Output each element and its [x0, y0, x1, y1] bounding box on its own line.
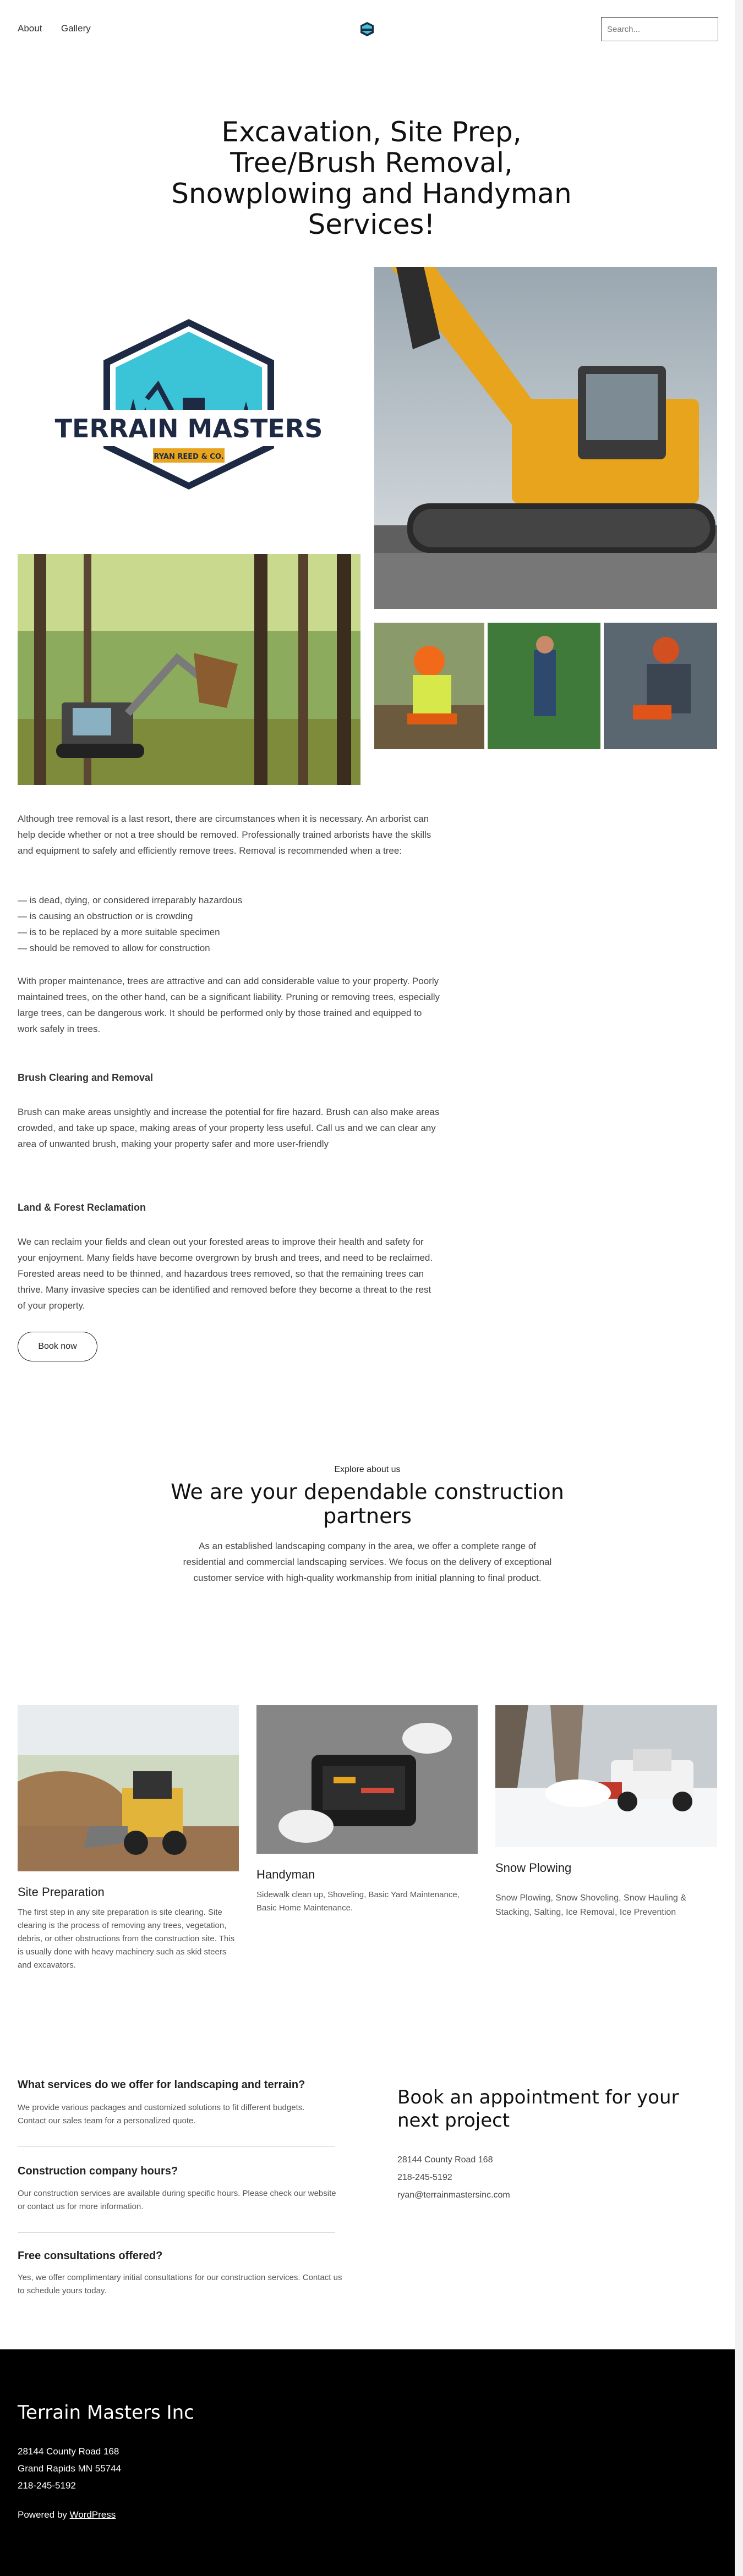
footer-address-line: Grand Rapids MN 55744 — [18, 2463, 122, 2474]
logo-brand-text: TERRAIN MASTERS — [54, 414, 323, 443]
page-scrollbar[interactable] — [735, 0, 743, 2576]
footer-phone: 218-245-5192 — [18, 2480, 76, 2491]
land-reclamation-heading: Land & Forest Reclamation — [18, 1202, 146, 1213]
faq-question: What services do we offer for landscaping and terrain? — [18, 2079, 305, 2091]
about-text: As an established landscaping company in the area, we offer a complete range of residential and commercial landscaping services. We focus on the delivery of exceptional customer service with high-quality workmanship from initial planning to final product. — [183, 1541, 552, 1583]
title-line: Snowplowing and Handyman — [171, 178, 572, 210]
list-item: — is to be replaced by a more suitable specimen — [18, 927, 220, 937]
booking-title-line: next project — [397, 2110, 510, 2132]
service-text-handyman: Sidewalk clean up, Shoveling, Basic Yard Maintenance, Basic Home Maintenance. — [256, 1890, 460, 1913]
title-line: Tree/Brush Removal, — [230, 147, 513, 179]
book-now-button[interactable]: Book now — [18, 1332, 97, 1361]
nav-gallery-link[interactable]: Gallery — [61, 23, 91, 34]
arborist-collage-photo — [374, 623, 717, 749]
list-item: — is dead, dying, or considered irreparably hazardous — [18, 895, 243, 905]
powered-by — [18, 2506, 116, 2523]
faq-divider — [18, 2146, 335, 2147]
list-item: — is causing an obstruction or is crowding — [18, 911, 193, 921]
about-kicker: Explore about us — [334, 1465, 401, 1474]
about-title — [0, 1480, 735, 1528]
faq-answer: Yes, we offer complimentary initial consultations for our construction services. Contact us to schedule yours today. — [18, 2273, 342, 2295]
removal-reasons-list — [18, 892, 441, 956]
about-title-line: We are your dependable construction — [171, 1480, 564, 1504]
booking-title — [397, 2086, 706, 2132]
faq-question: Free consultations offered? — [18, 2250, 163, 2262]
booking-title-line: Book an appointment for your — [397, 2086, 679, 2108]
wordpress-link[interactable]: WordPress — [69, 2509, 116, 2520]
search-input[interactable] — [601, 17, 718, 41]
top-nav — [18, 23, 107, 34]
faq-question: Construction company hours? — [18, 2165, 178, 2177]
site-logo-small[interactable] — [359, 21, 375, 37]
brush-clearing-heading: Brush Clearing and Removal — [18, 1072, 154, 1083]
service-text-snow-plowing: Snow Plowing, Snow Shoveling, Snow Hauling & Stacking, Salting, Ice Removal, Ice Prevention — [495, 1893, 686, 1917]
logo-ribbon-text: RYAN REED & CO. — [154, 453, 224, 461]
forest-excavator-photo — [18, 554, 360, 785]
brush-clearing-text: Brush can make areas unsightly and increase the potential for fire hazard. Brush can also make areas crowded, and take up space, making areas of your property less useful. Call us and we can clear any area of unwanted brush, making your property safer and more user-friendly — [18, 1107, 440, 1149]
faq-answer: We provide various packages and customized solutions to fit different budgets. Contact our sales team for a personalized quote. — [18, 2103, 305, 2125]
intro-paragraph: Although tree removal is a last resort, there are circumstances when it is necessary. An arborist can help decide whether or not a tree should be removed. Professionally trained arborists have the skills and equipment to safely and efficiently remove trees. Removal is recommended when a tree: — [18, 814, 431, 856]
about-title-line: partners — [323, 1504, 412, 1528]
page-title — [151, 117, 592, 240]
faq-answer: Our construction services are available during specific hours. Please check our website or contact us for more information. — [18, 2189, 336, 2211]
booking-email[interactable]: ryan@terrainmastersinc.com — [397, 2190, 510, 2200]
title-line: Excavation, Site Prep, — [221, 116, 522, 148]
terrain-masters-logo — [18, 267, 360, 554]
nav-about-link[interactable]: About — [18, 23, 42, 34]
logo-badge-icon — [359, 21, 375, 37]
footer-address-line: 28144 County Road 168 — [18, 2446, 119, 2457]
land-reclamation-text: We can reclaim your fields and clean out your forested areas to improve their health and safety for your enjoyment. Many fields have become overgrown by brush and trees, and need to be reclaimed. Forested areas need to be thinned, and hazardous trees removed, so that the remaining trees can thrive. Many invasive species can be identified and removed before they become a threat to the rest of your property. — [18, 1237, 433, 1311]
footer-contact — [18, 2443, 121, 2494]
title-line: Services! — [308, 208, 435, 240]
maintenance-paragraph: With proper maintenance, trees are attractive and can add considerable value to your property. Poorly maintained trees, on the other hand, can be a significant liability. Pruning or removing trees, especially large trees, can be dangerous work. It should be performed only by those trained and equipped to work safely in trees. — [18, 976, 440, 1034]
service-title-snow-plowing: Snow Plowing — [495, 1861, 572, 1875]
list-item: — should be removed to allow for construction — [18, 943, 210, 953]
booking-address: 28144 County Road 168 — [397, 2155, 493, 2165]
excavator-photo — [374, 267, 717, 609]
snow-plowing-photo — [495, 1705, 717, 1847]
faq-divider — [18, 2232, 335, 2233]
site-footer — [0, 2349, 735, 2576]
powered-by-prefix: Powered by — [18, 2509, 70, 2520]
footer-title: Terrain Masters Inc — [18, 2402, 194, 2424]
service-title-site-prep: Site Preparation — [18, 1885, 105, 1899]
service-text-site-prep: The first step in any site preparation is site clearing. Site clearing is the process of removing any trees, vegetation, debris, or other obstructions from the construction site. This is usually done with heavy machinery such as skid steers and excavators. — [18, 1908, 235, 1970]
service-title-handyman: Handyman — [256, 1868, 315, 1881]
site-prep-photo — [18, 1705, 239, 1871]
handyman-photo — [256, 1705, 478, 1854]
booking-phone[interactable]: 218-245-5192 — [397, 2173, 452, 2182]
